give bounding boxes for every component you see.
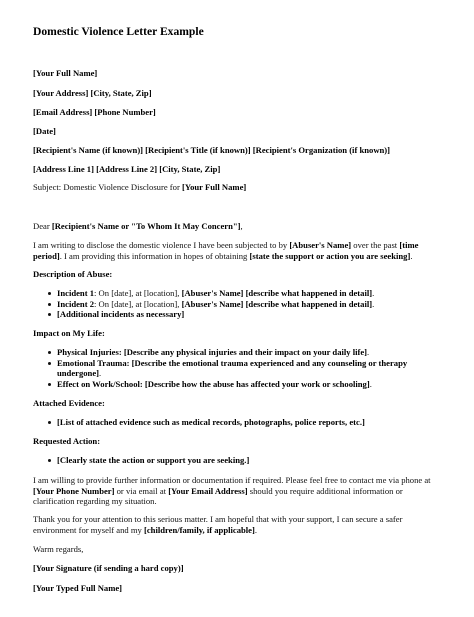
list-item: Effect on Work/School: [Describe how the abuse has affected your work or schooling].: [33, 379, 443, 390]
list-item: Incident 1: On [date], at [location], [Abuser's Name] [describe what happened in detail].: [33, 288, 443, 299]
list-item: Physical Injuries: [Describe any physical injuries and their impact on your daily life].: [33, 347, 443, 358]
incident-list: [33, 288, 443, 320]
evidence-heading: Attached Evidence:: [33, 398, 105, 408]
subject-line: Subject: Domestic Violence Disclosure for [Your Full Name]: [33, 182, 247, 192]
list-item: [Additional incidents as necessary]: [33, 309, 443, 320]
list-item: Emotional Trauma: [Describe the emotional trauma experienced and any counseling or therapy undergone].: [33, 358, 443, 379]
document-title: Domestic Violence Letter Example: [33, 25, 204, 38]
sender-name: [Your Full Name]: [33, 68, 98, 78]
impact-heading: Impact on My Life:: [33, 328, 105, 338]
recipient-name-line: [Recipient's Name (if known)] [Recipient's Title (if known)] [Recipient's Organization (if known)]: [33, 145, 391, 155]
typed-name: [Your Typed Full Name]: [33, 583, 123, 593]
requested-heading: Requested Action:: [33, 436, 101, 446]
impact-list: [33, 347, 443, 389]
list-item: [Clearly state the action or support you are seeking.]: [33, 455, 443, 466]
requested-list: [33, 455, 443, 466]
evidence-list: [33, 417, 443, 428]
list-item: [List of attached evidence such as medical records, photographs, police reports, etc.]: [33, 417, 443, 428]
list-item: Incident 2: On [date], at [location], [Abuser's Name] [describe what happened in detail].: [33, 299, 443, 310]
letter-date: [Date]: [33, 126, 56, 136]
signature-line: [Your Signature (if sending a hard copy)]: [33, 563, 184, 573]
description-heading: Description of Abuse:: [33, 269, 113, 279]
signoff: Warm regards,: [33, 544, 84, 554]
intro-paragraph: I am writing to disclose the domestic violence I have been subjected to by [Abuser's Name] over the past [time period]. I am providing this information in hopes of obtaining [state the support or action you are seeking].: [33, 240, 419, 261]
closing-paragraph: I am willing to provide further information or documentation if required. Please feel free to contact me via phone at [Your Phone Number] or via email at [Your Email Address] should you require additional information or clarification regarding my situation.: [33, 475, 431, 507]
salutation: Dear [Recipient's Name or "To Whom It May Concern"],: [33, 221, 243, 231]
sender-contact: [Email Address] [Phone Number]: [33, 107, 156, 117]
recipient-address: [Address Line 1] [Address Line 2] [City, State, Zip]: [33, 164, 221, 174]
thanks-paragraph: Thank you for your attention to this serious matter. I am hopeful that with your support, I can secure a safer environment for myself and my [children/family, if applicable].: [33, 514, 403, 535]
sender-address: [Your Address] [City, State, Zip]: [33, 88, 152, 98]
